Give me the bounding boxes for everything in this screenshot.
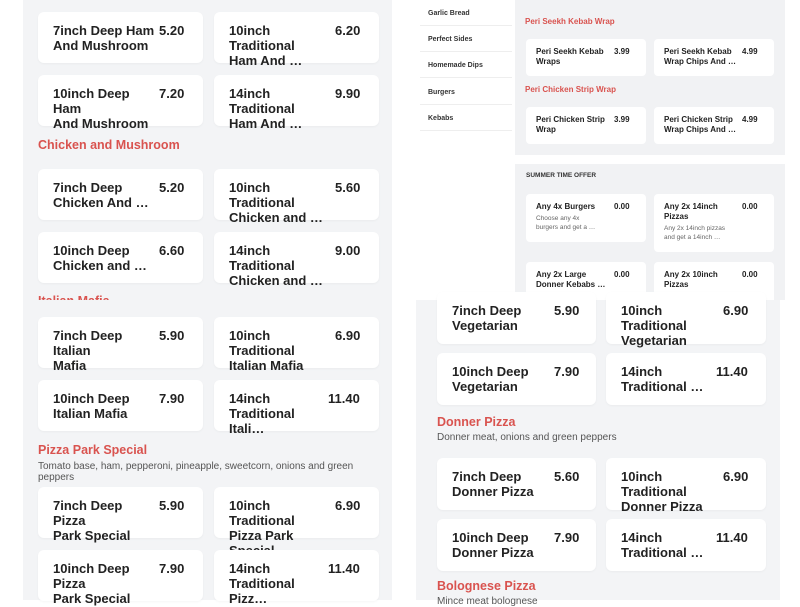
menu-item-card[interactable] <box>437 292 596 344</box>
item-name: Peri Seekh Kebab Wrap Chips And … <box>664 47 736 66</box>
item-price: 7.90 <box>554 364 580 379</box>
section-gap <box>515 155 785 164</box>
item-name: 7inch Deep Italian Mafia <box>53 328 123 373</box>
category-title: Peri Seekh Kebab Wrap <box>525 17 615 26</box>
item-price: 5.90 <box>159 498 185 513</box>
menu-item-card[interactable] <box>214 169 379 225</box>
item-name: 7inch Deep Vegetarian <box>452 303 522 333</box>
item-price: 5.20 <box>159 23 185 38</box>
item-name: 14inch Traditional … <box>621 364 704 394</box>
item-name: Peri Chicken Strip Wrap Chips And … <box>664 115 736 134</box>
menu-item-card[interactable] <box>214 12 379 68</box>
item-name: 10inch Deep Chicken and … <box>53 243 147 273</box>
sidebar-item-burgers[interactable]: Burgers <box>420 79 512 105</box>
category-description: Tomato base, ham, pepperoni, pineapple, sweetcorn, onions and green peppers <box>38 461 354 483</box>
menu-item-card[interactable] <box>606 458 766 514</box>
menu-item-card[interactable] <box>38 317 203 373</box>
sidebar-item-homemade-dips[interactable]: Homemade Dips <box>420 52 512 78</box>
category-title: Chicken and Mushroom <box>38 138 180 152</box>
menu-item-card[interactable] <box>214 75 379 131</box>
item-name: 10inch Deep Italian Mafia <box>53 391 130 421</box>
item-price: 6.90 <box>335 328 361 343</box>
menu-item-card[interactable] <box>38 169 203 220</box>
item-name: 14inch Traditional Ham And … <box>229 86 303 131</box>
menu-item-card[interactable] <box>38 487 203 543</box>
menu-item-card[interactable] <box>606 292 766 348</box>
item-price: 11.40 <box>716 530 748 545</box>
item-name: Any 4x Burgers <box>536 202 596 211</box>
menu-item-card[interactable] <box>38 550 203 606</box>
item-price: 6.60 <box>159 243 185 258</box>
item-price: 6.20 <box>335 23 361 38</box>
item-name: Any 2x 10inch Pizzas <box>664 270 718 289</box>
menu-item-card[interactable] <box>654 107 774 144</box>
sidebar-item-garlic-bread[interactable]: Garlic Bread <box>420 0 512 26</box>
menu-item-card[interactable] <box>38 75 203 131</box>
item-name: 10inch Deep Donner Pizza <box>452 530 534 560</box>
menu-pane-top-left <box>0 0 392 300</box>
item-price: 7.90 <box>159 391 185 406</box>
item-name: 14inch Traditional Chicken and … <box>229 243 323 288</box>
item-name: 10inch Traditional Vegetarian <box>621 303 687 348</box>
item-price: 6.90 <box>723 303 749 318</box>
offer-title: SUMMER TIME OFFER <box>526 172 597 179</box>
item-price: 0.00 <box>614 270 630 279</box>
menu-item-card[interactable] <box>38 12 203 63</box>
menu-item-card[interactable] <box>214 380 379 436</box>
menu-item-card[interactable] <box>214 317 379 373</box>
item-name: 14inch Traditional … <box>621 530 704 560</box>
item-price: 5.60 <box>335 180 361 195</box>
menu-items-column <box>515 0 785 300</box>
category-title: Pizza Park Special <box>38 443 148 457</box>
item-price: 4.99 <box>742 115 758 124</box>
item-price: 0.00 <box>742 270 758 279</box>
menu-item-card[interactable] <box>437 458 596 510</box>
category-title: Peri Chicken Strip Wrap <box>525 85 616 94</box>
item-price: 11.40 <box>328 561 360 576</box>
item-price: 0.00 <box>742 202 758 211</box>
category-title: Bolognese Pizza <box>437 579 536 593</box>
item-name: 10inch Deep Ham And Mushroom <box>53 86 149 131</box>
item-name: 10inch Traditional Ham And … <box>229 23 303 68</box>
item-price: 7.90 <box>554 530 580 545</box>
menu-item-card[interactable] <box>214 232 379 288</box>
menu-item-card[interactable] <box>526 39 646 76</box>
item-name: 10inch Traditional Chicken and … <box>229 180 323 225</box>
item-name: Any 2x Large Donner Kebabs … <box>536 270 606 289</box>
item-price: 4.99 <box>742 47 758 56</box>
item-price: 3.99 <box>614 115 630 124</box>
offer-item-card[interactable] <box>654 194 774 252</box>
item-description: Any 2x 14inch pizzas and get a 14inch … <box>664 225 726 241</box>
item-name: Peri Chicken Strip Wrap <box>536 115 605 134</box>
item-price: 3.99 <box>614 47 630 56</box>
item-price: 11.40 <box>328 391 360 406</box>
item-description: Choose any 4x burgers and get a … <box>536 215 596 231</box>
category-description: Mince meat bolognese <box>437 596 538 607</box>
item-name: 7inch Deep Donner Pizza <box>452 469 534 499</box>
menu-item-card[interactable] <box>437 519 596 571</box>
item-price: 9.00 <box>335 243 361 258</box>
category-description: Donner meat, onions and green peppers <box>437 432 617 443</box>
category-title: Donner Pizza <box>437 415 516 429</box>
item-price: 5.90 <box>159 328 185 343</box>
menu-item-card[interactable] <box>526 107 646 144</box>
item-name: 14inch Traditional Itali… <box>229 391 295 436</box>
menu-item-card[interactable] <box>606 519 766 571</box>
item-price: 6.90 <box>723 469 749 484</box>
item-price: 5.90 <box>554 303 580 318</box>
item-name: Any 2x 14inch Pizzas <box>664 202 718 221</box>
menu-item-card[interactable] <box>437 353 596 405</box>
item-price: 6.90 <box>335 498 361 513</box>
offer-item-card[interactable] <box>526 194 646 242</box>
item-name: 10inch Traditional Donner Pizza <box>621 469 703 514</box>
item-name: 14inch Traditional Pizz… <box>229 561 295 606</box>
item-price: 7.90 <box>159 561 185 576</box>
item-name: 10inch Traditional Pizza Park <box>229 498 295 543</box>
menu-pane-bottom-left <box>0 300 392 606</box>
item-name: 7inch Deep Ham And Mushroom <box>53 23 155 53</box>
item-price: 11.40 <box>716 364 748 379</box>
menu-item-card[interactable] <box>214 487 379 543</box>
category-sidebar <box>420 0 512 140</box>
item-price: 7.20 <box>159 86 185 101</box>
menu-item-card[interactable] <box>654 39 774 76</box>
sidebar-item-kebabs[interactable]: Kebabs <box>420 105 512 131</box>
item-name: 10inch Deep Pizza Park Special <box>53 561 131 606</box>
item-name: 10inch Traditional Italian Mafia <box>229 328 304 373</box>
menu-pane-top-right <box>392 0 800 300</box>
menu-item-card[interactable] <box>606 353 766 405</box>
item-price: 5.60 <box>554 469 580 484</box>
menu-item-card[interactable] <box>38 380 203 431</box>
item-name: 10inch Deep Vegetarian <box>452 364 529 394</box>
item-price: 0.00 <box>614 202 630 211</box>
menu-item-card[interactable] <box>38 232 203 283</box>
item-price: 9.90 <box>335 86 361 101</box>
item-name: Peri Seekh Kebab Wraps <box>536 47 604 66</box>
item-name: 7inch Deep Pizza Park Special <box>53 498 131 543</box>
menu-item-card[interactable] <box>214 550 379 606</box>
menu-pane-bottom-right <box>392 300 800 607</box>
item-name: 7inch Deep Chicken And … <box>53 180 149 210</box>
sidebar-item-perfect-sides[interactable]: Perfect Sides <box>420 26 512 52</box>
item-price: 5.20 <box>159 180 185 195</box>
